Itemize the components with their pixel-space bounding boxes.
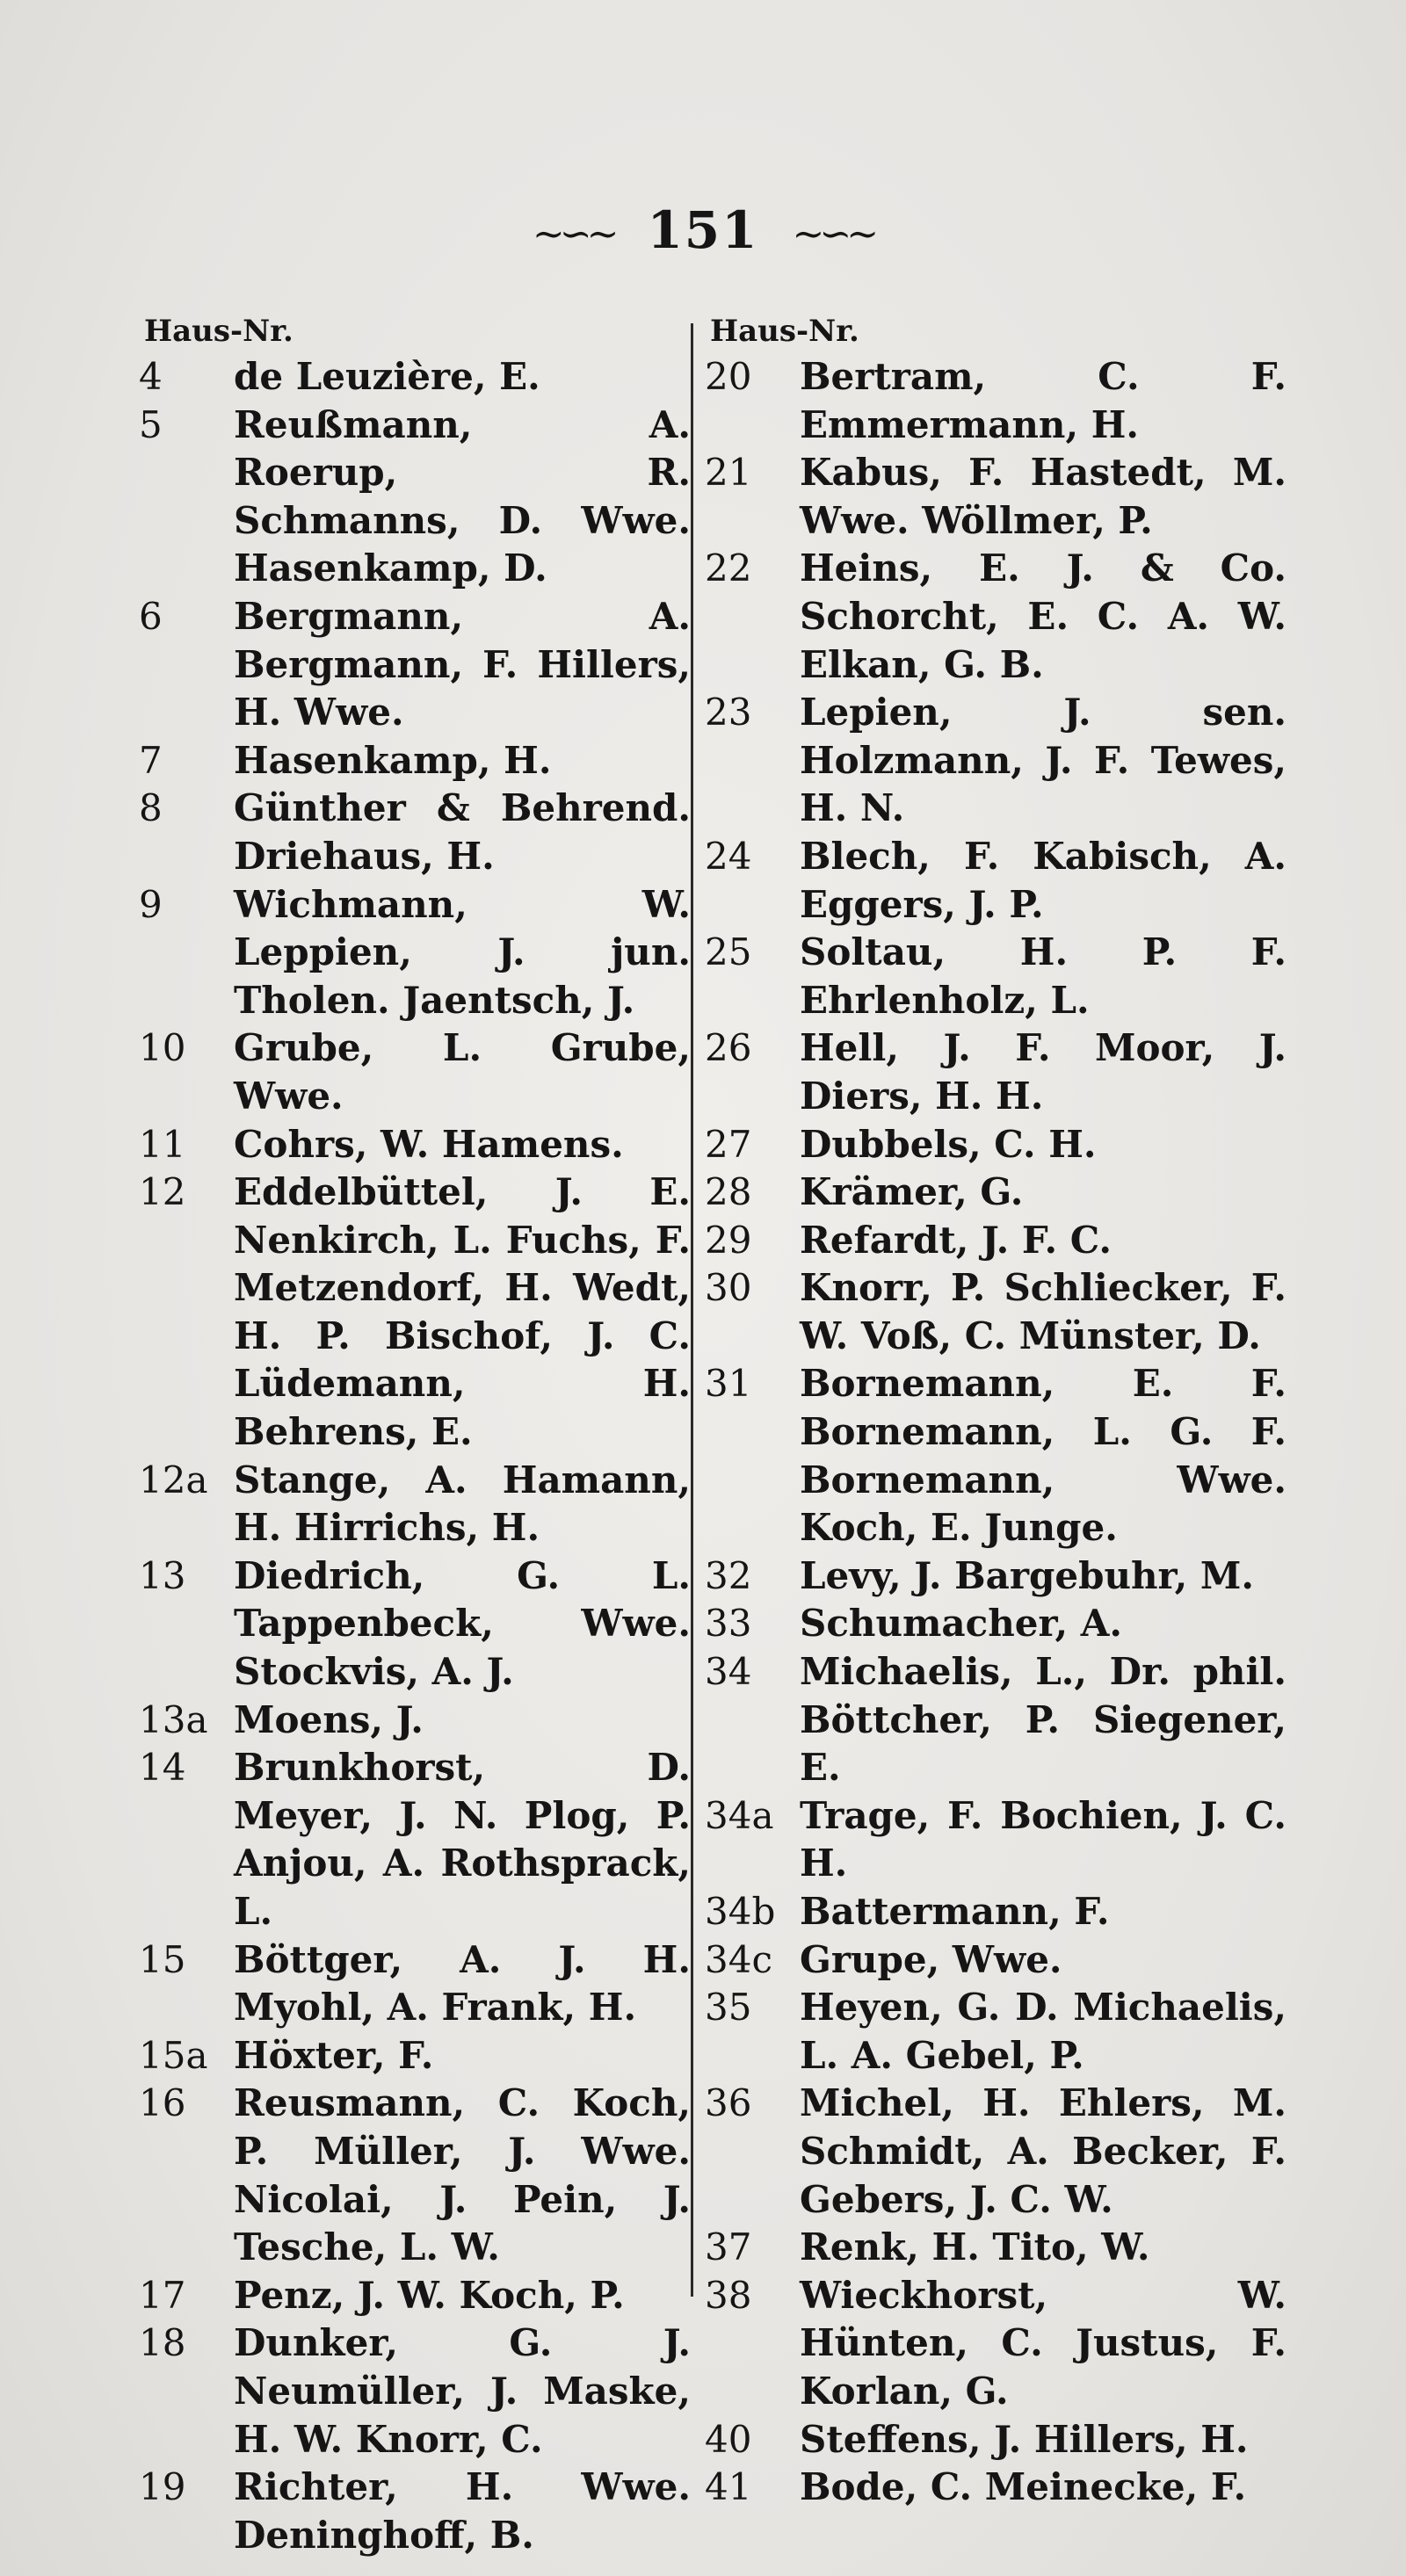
directory-entry <box>705 1552 1286 1601</box>
directory-entry <box>139 1936 691 2032</box>
house-number: 16 <box>139 2081 186 2125</box>
resident-names: Moens, J. <box>234 1697 424 1741</box>
resident-names: Grupe, Wwe. <box>800 1937 1062 1981</box>
resident-names: Refardt, J. F. C. <box>800 1218 1112 1262</box>
resident-names: Wieckhorst, W. Hünten, C. Justus, F. Korlan, G. <box>800 2273 1286 2413</box>
directory-entry <box>705 1169 1286 1217</box>
resident-names: Reußmann, A. Roerup, R. Schmanns, D. Wwe. Hasenkamp, D. <box>234 402 691 590</box>
house-number: 6 <box>139 594 163 638</box>
directory-entry <box>705 449 1286 545</box>
resident-names: Krämer, G. <box>800 1170 1024 1214</box>
directory-entry <box>705 1648 1286 1792</box>
page-number: 151 <box>647 200 759 260</box>
house-number: 5 <box>139 402 163 446</box>
resident-names: Blech, F. Kabisch, A. Eggers, J. P. <box>800 834 1286 926</box>
house-number: 13 <box>139 1553 186 1597</box>
house-number: 19 <box>139 2465 186 2509</box>
resident-names: Eddelbüttel, J. E. Nenkirch, L. Fuchs, F. Metzendorf, H. Wedt, H. P. Bischof, J. C. Lüdemann, H. Behrens, E. <box>234 1170 691 1454</box>
resident-names: Battermann, F. <box>800 1890 1110 1933</box>
house-number: 21 <box>705 451 752 495</box>
directory-entry <box>705 1024 1286 1120</box>
resident-names: Richter, H. Wwe. Deninghoff, B. <box>234 2465 691 2557</box>
house-number: 15 <box>139 1937 186 1981</box>
left-column <box>139 309 691 2559</box>
house-number: 29 <box>705 1218 752 1262</box>
house-number: 13a <box>139 1697 208 1741</box>
resident-names: de Leuzière, E. <box>234 355 540 398</box>
house-number: 33 <box>705 1602 752 1646</box>
house-number: 34a <box>705 1793 774 1837</box>
house-number: 22 <box>705 546 752 590</box>
resident-names: Levy, J. Bargebuhr, M. <box>800 1553 1254 1597</box>
house-number: 15a <box>139 2033 208 2077</box>
resident-names: Höxter, F. <box>234 2033 434 2077</box>
directory-entry <box>139 2272 691 2320</box>
directory-entry <box>139 1552 691 1697</box>
resident-names: Lepien, J. sen. Holzmann, J. F. Tewes, H. N. <box>800 691 1286 830</box>
directory-entry <box>705 1936 1286 1985</box>
directory-entry <box>705 545 1286 689</box>
directory-entry <box>705 1264 1286 1360</box>
house-number: 8 <box>139 786 163 830</box>
resident-names: Brunkhorst, D. Meyer, J. N. Plog, P. Anjou, A. Rothsprack, L. <box>234 1746 691 1933</box>
resident-names: Grube, L. Grube, Wwe. <box>234 1026 691 1118</box>
directory-entry <box>705 2080 1286 2224</box>
resident-names: Renk, H. Tito, W. <box>800 2225 1150 2269</box>
column-divider <box>691 323 693 2297</box>
directory-entry <box>705 1888 1286 1936</box>
house-number: 7 <box>139 738 163 782</box>
directory-entry <box>705 353 1286 449</box>
directory-entry <box>139 1744 691 1936</box>
directory-entry <box>139 2080 691 2271</box>
house-number: 32 <box>705 1553 752 1597</box>
resident-names: Trage, F. Bochien, J. C. H. <box>800 1793 1286 1885</box>
directory-entry <box>705 833 1286 929</box>
resident-names: Hell, J. F. Moor, J. Diers, H. H. <box>800 1026 1286 1118</box>
directory-entry <box>705 2416 1286 2464</box>
resident-names: Knorr, P. Schliecker, F. W. Voß, C. Münster, D. <box>800 1266 1286 1357</box>
directory-entry <box>139 785 691 880</box>
house-number: 12a <box>139 1458 208 1501</box>
house-number: 12 <box>139 1170 186 1214</box>
house-number: 10 <box>139 1026 186 1070</box>
resident-names: Bode, C. Meinecke, F. <box>800 2465 1247 2509</box>
directory-entry <box>139 881 691 1025</box>
directory-entry <box>705 1121 1286 1169</box>
resident-names: Hasenkamp, H. <box>234 738 552 782</box>
house-number: 38 <box>705 2273 752 2317</box>
entry-list <box>139 353 691 2559</box>
house-number: 17 <box>139 2273 186 2317</box>
resident-names: Soltau, H. P. F. Ehrlenholz, L. <box>800 930 1286 1022</box>
directory-entry <box>705 929 1286 1024</box>
directory-entry <box>139 1121 691 1169</box>
resident-names: Diedrich, G. L. Tappenbeck, Wwe. Stockvis, A. J. <box>234 1553 691 1694</box>
directory-entry <box>705 1600 1286 1648</box>
entry-list <box>705 353 1286 2512</box>
house-number: 24 <box>705 834 752 878</box>
directory-entry <box>705 2464 1286 2512</box>
house-number: 27 <box>705 1122 752 1166</box>
house-number: 28 <box>705 1170 752 1214</box>
house-number: 9 <box>139 882 163 926</box>
resident-names: Böttger, A. J. H. Myohl, A. Frank, H. <box>234 1937 691 2030</box>
column-header: Haus-Nr. <box>144 314 294 349</box>
resident-names: Reusmann, C. Koch, P. Müller, J. Wwe. Nicolai, J. Pein, J. Tesche, L. W. <box>234 2081 691 2269</box>
resident-names: Kabus, F. Hastedt, M. Wwe. Wöllmer, P. <box>800 451 1286 542</box>
directory-entry <box>139 353 691 402</box>
resident-names: Wichmann, W. Leppien, J. jun. Tholen. Jaentsch, J. <box>234 882 691 1022</box>
column-header: Haus-Nr. <box>710 314 859 349</box>
directory-entry <box>139 2319 691 2464</box>
house-number: 34 <box>705 1650 752 1694</box>
house-number: 34b <box>705 1890 776 1933</box>
house-number: 40 <box>705 2417 752 2461</box>
page-header <box>0 195 1406 270</box>
directory-entry <box>139 1697 691 1745</box>
resident-names: Heins, E. J. & Co. Schorcht, E. C. A. W. Elkan, G. B. <box>800 546 1286 686</box>
resident-names: Penz, J. W. Koch, P. <box>234 2273 625 2317</box>
directory-entry <box>705 2272 1286 2416</box>
house-number: 36 <box>705 2081 752 2125</box>
directory-entry <box>139 1024 691 1120</box>
directory-entry <box>139 1169 691 1457</box>
directory-entry <box>139 1457 691 1552</box>
resident-names: Dubbels, C. H. <box>800 1122 1097 1166</box>
house-number: 37 <box>705 2225 752 2269</box>
house-number: 11 <box>139 1122 186 1166</box>
house-number: 25 <box>705 930 752 974</box>
directory-entry <box>705 1984 1286 2080</box>
directory-entry <box>139 2032 691 2080</box>
house-number: 23 <box>705 691 752 734</box>
resident-names: Dunker, G. J. Neumüller, J. Maske, H. W. Knorr, C. <box>234 2321 691 2461</box>
resident-names: Cohrs, W. Hamens. <box>234 1122 624 1166</box>
directory-entry <box>705 1217 1286 1265</box>
resident-names: Michel, H. Ehlers, M. Schmidt, A. Becker, F. Gebers, J. C. W. <box>800 2081 1286 2221</box>
resident-names: Günther & Behrend. Driehaus, H. <box>234 786 691 878</box>
directory-entry <box>139 402 691 593</box>
house-number: 34c <box>705 1937 772 1981</box>
resident-names: Stange, A. Hamann, H. Hirrichs, H. <box>234 1458 691 1550</box>
directory-entry <box>139 2464 691 2559</box>
ornament-right: ~∽~ <box>792 212 874 257</box>
house-number: 14 <box>139 1746 186 1790</box>
house-number: 26 <box>705 1026 752 1070</box>
resident-names: Bertram, C. F. Emmermann, H. <box>800 355 1286 446</box>
directory-entry <box>705 689 1286 833</box>
directory-entry <box>705 1360 1286 1552</box>
house-number: 31 <box>705 1362 752 1406</box>
resident-names: Schumacher, A. <box>800 1602 1122 1646</box>
house-number: 30 <box>705 1266 752 1310</box>
house-number: 18 <box>139 2321 186 2365</box>
resident-names: Michaelis, L., Dr. phil. Böttcher, P. Siegener, E. <box>800 1650 1286 1790</box>
resident-names: Bergmann, A. Bergmann, F. Hillers, H. Wwe. <box>234 594 691 734</box>
directory-entry <box>139 593 691 737</box>
directory-entry <box>705 1792 1286 1888</box>
directory-entry <box>139 737 691 785</box>
ornament-left: ~∽~ <box>532 212 614 257</box>
resident-names: Heyen, G. D. Michaelis, L. A. Gebel, P. <box>800 1986 1286 2077</box>
house-number: 4 <box>139 355 163 398</box>
resident-names: Bornemann, E. F. Bornemann, L. G. F. Bornemann, Wwe. Koch, E. Junge. <box>800 1362 1286 1550</box>
directory-entry <box>705 2224 1286 2272</box>
house-number: 41 <box>705 2465 752 2509</box>
house-number: 35 <box>705 1986 752 2030</box>
right-column <box>705 309 1286 2512</box>
house-number: 20 <box>705 355 752 398</box>
resident-names: Steffens, J. Hillers, H. <box>800 2417 1249 2461</box>
